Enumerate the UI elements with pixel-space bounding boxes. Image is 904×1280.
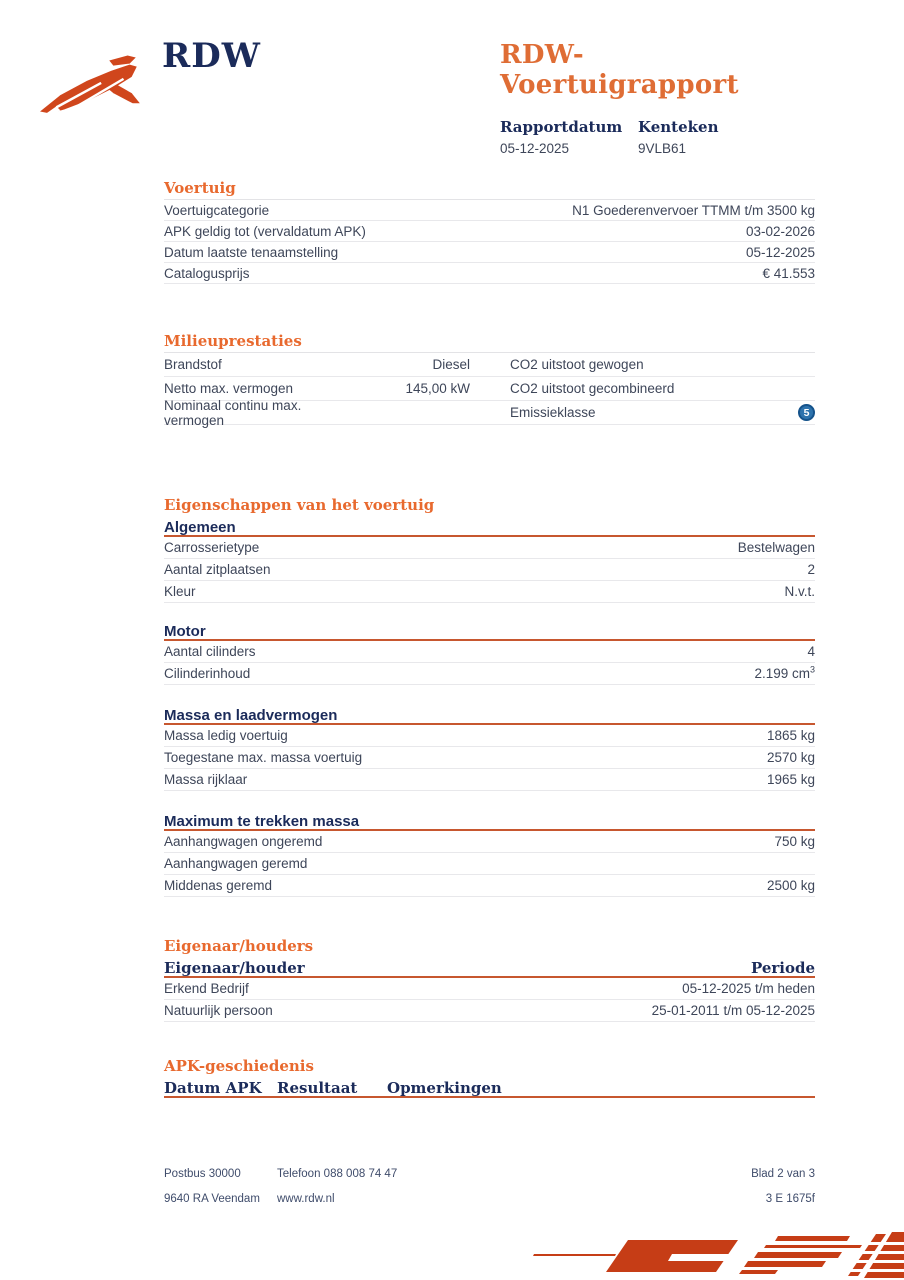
table-row [164, 875, 815, 897]
section-title-voertuig: Voertuig [164, 179, 236, 197]
table-row [164, 831, 815, 853]
row-value: 145,00 kW [405, 381, 470, 396]
row-value: N1 Goederenvervoer TTMM t/m 3500 kg [572, 202, 815, 218]
column-header-datum-apk: Datum APK [164, 1079, 262, 1097]
page-title: RDW-Voertuigrapport [500, 40, 739, 100]
row-label: Emissieklasse [510, 405, 596, 420]
footer-page-number: Blad 2 van 3 [751, 1168, 815, 1180]
page-footer [164, 1164, 815, 1209]
license-plate-label: Kenteken [638, 118, 719, 136]
section-title-eigenaar: Eigenaar/houders [164, 937, 314, 955]
row-value: N.v.t. [784, 584, 815, 599]
apk-table-header [164, 1078, 815, 1098]
row-label: Voertuigcategorie [164, 202, 270, 218]
table-row [164, 221, 815, 242]
section-title-milieuprestaties: Milieuprestaties [164, 332, 302, 350]
subsection-title-massa: Massa en laadvermogen [164, 707, 815, 725]
section-title-eigenschappen: Eigenschappen van het voertuig [164, 496, 435, 514]
table-row [164, 663, 815, 685]
row-value: Bestelwagen [737, 540, 815, 555]
emission-class-badge: 5 [798, 404, 815, 421]
row-label: Carrosserietype [164, 540, 260, 555]
footer-doc-code: 3 E 1675f [765, 1193, 815, 1205]
column-header-owner: Eigenaar/houder [164, 959, 305, 977]
table-row [164, 1000, 815, 1022]
row-label: Erkend Bedrijf [164, 981, 249, 996]
speed-stripes-graphic-icon [520, 1228, 904, 1280]
row-value: 1865 kg [766, 728, 815, 743]
owner-table-header [164, 958, 815, 978]
row-label: APK geldig tot (vervaldatum APK) [164, 223, 366, 239]
row-label: Aantal cilinders [164, 644, 256, 659]
rdw-feather-logo-icon [38, 54, 150, 118]
row-value: 4 [807, 644, 815, 659]
footer-address-line2: 9640 RA Veendam [164, 1193, 260, 1205]
row-value: 2.199 $cm^3$ [754, 664, 815, 681]
row-label: Natuurlijk persoon [164, 1003, 273, 1018]
row-label: Cilinderinhoud [164, 666, 251, 681]
subsection-title-trekken: Maximum te trekken massa [164, 813, 815, 831]
column-header-resultaat: Resultaat [277, 1079, 358, 1097]
report-body [164, 0, 815, 1098]
row-label: Aantal zitplaatsen [164, 562, 271, 577]
row-value: 2500 kg [766, 878, 815, 893]
table-row [164, 559, 815, 581]
row-value: 03-02-2026 [745, 223, 815, 239]
row-label: CO2 uitstoot gewogen [510, 357, 644, 372]
row-label: Middenas geremd [164, 878, 273, 893]
subsection-title-motor: Motor [164, 623, 815, 641]
superscript: 3 [809, 664, 815, 675]
row-label: Kleur [164, 584, 196, 599]
table-row [164, 725, 815, 747]
section-title-apk: APK-geschiedenis [164, 1057, 314, 1075]
row-value: 25-01-2011 t/m 05-12-2025 [651, 1003, 815, 1018]
subsection-title-algemeen: Algemeen [164, 519, 815, 537]
table-row [164, 853, 815, 875]
row-label: CO2 uitstoot gecombineerd [510, 381, 675, 396]
table-row [164, 581, 815, 603]
row-label: Nominaal continu max. vermogen [164, 397, 302, 428]
footer-website: www.rdw.nl [277, 1193, 335, 1205]
row-value: 05-12-2025 [745, 244, 815, 260]
license-plate-value: 9VLB61 [638, 141, 687, 156]
footer-phone: Telefoon 088 008 74 47 [277, 1168, 398, 1180]
table-row [164, 641, 815, 663]
report-date-value: 05-12-2025 [500, 141, 570, 156]
row-value: Diesel [432, 357, 470, 372]
row-label: Aanhangwagen ongeremd [164, 834, 323, 849]
table-row [164, 263, 815, 284]
row-label: Brandstof [164, 357, 222, 372]
row-value: 2570 kg [766, 750, 815, 765]
row-value: 05-12-2025 t/m heden [682, 981, 815, 996]
row-value: 2 [807, 562, 815, 577]
report-date-label: Rapportdatum [500, 118, 623, 136]
row-label: Datum laatste tenaamstelling [164, 244, 339, 260]
column-header-period: Periode [750, 959, 815, 977]
row-label: Catalogusprijs [164, 265, 250, 281]
table-row [164, 397, 815, 428]
table-row [164, 353, 815, 377]
row-label: Netto max. vermogen [164, 381, 294, 396]
row-label: Massa ledig voertuig [164, 728, 288, 743]
row-value: € 41.553 [762, 265, 815, 281]
table-row [164, 242, 815, 263]
table-row [164, 537, 815, 559]
footer-address-line1: Postbus 30000 [164, 1168, 241, 1180]
column-header-opmerkingen: Opmerkingen [387, 1079, 502, 1097]
row-label: Toegestane max. massa voertuig [164, 750, 363, 765]
row-label: Aanhangwagen geremd [164, 856, 308, 871]
table-row [164, 747, 815, 769]
row-label: Massa rijklaar [164, 772, 248, 787]
rdw-logo-text: RDW [162, 36, 261, 76]
table-row [164, 769, 815, 791]
row-value: 1965 kg [766, 772, 815, 787]
table-row [164, 200, 815, 221]
row-value: 750 kg [774, 834, 815, 849]
table-row [164, 978, 815, 1000]
